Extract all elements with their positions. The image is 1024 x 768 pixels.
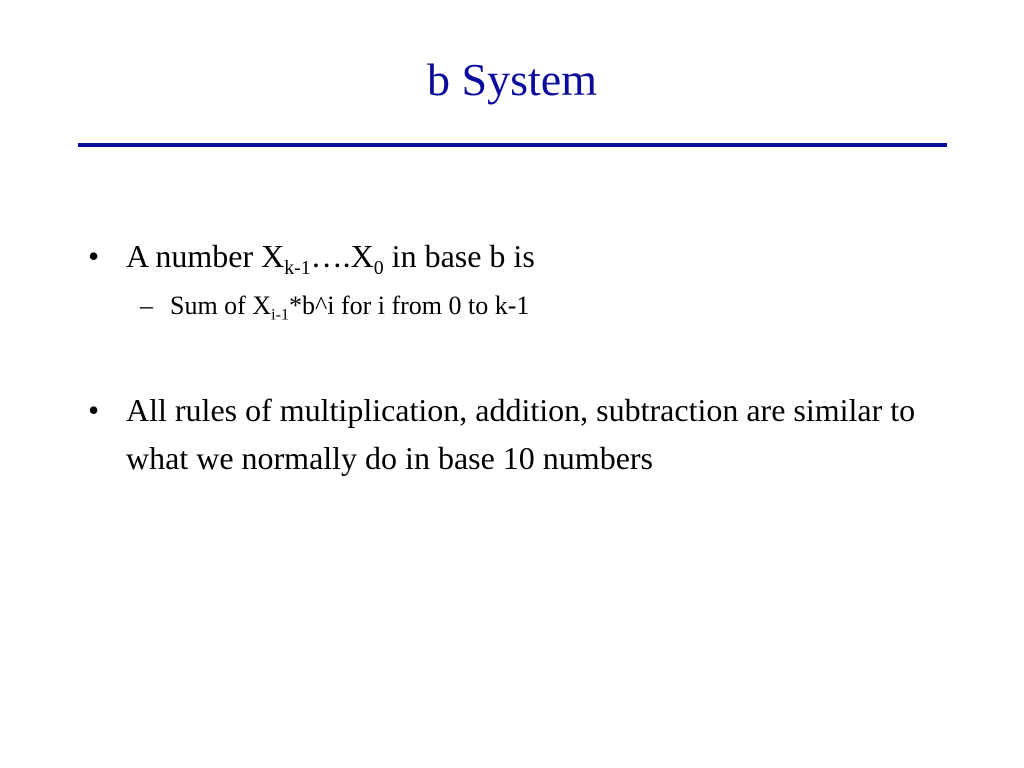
sub-bullet-item <box>140 288 930 324</box>
sub-bullet-marker: – <box>140 291 153 320</box>
title-divider <box>78 143 947 147</box>
bullet-text: All rules of multiplication, addition, subtraction are similar to what we normally do in base 10 numbers <box>126 392 916 476</box>
subscript: i-1 <box>271 306 290 324</box>
slide-title: b System <box>427 54 597 105</box>
bullet-item <box>88 386 916 482</box>
bullet-marker: • <box>88 392 100 428</box>
bullet-item <box>88 232 916 280</box>
sub-bullet-text: Sum of $X_{i-1}*b\^{}i$ for i from 0 to k-1 <box>170 291 530 324</box>
bullet-text: A number $X_{k-1}\dots.X_0$ in base b is <box>126 238 535 279</box>
bullet-marker: • <box>88 238 100 274</box>
subscript: 0 <box>373 256 384 279</box>
subscript: k-1 <box>284 256 311 279</box>
